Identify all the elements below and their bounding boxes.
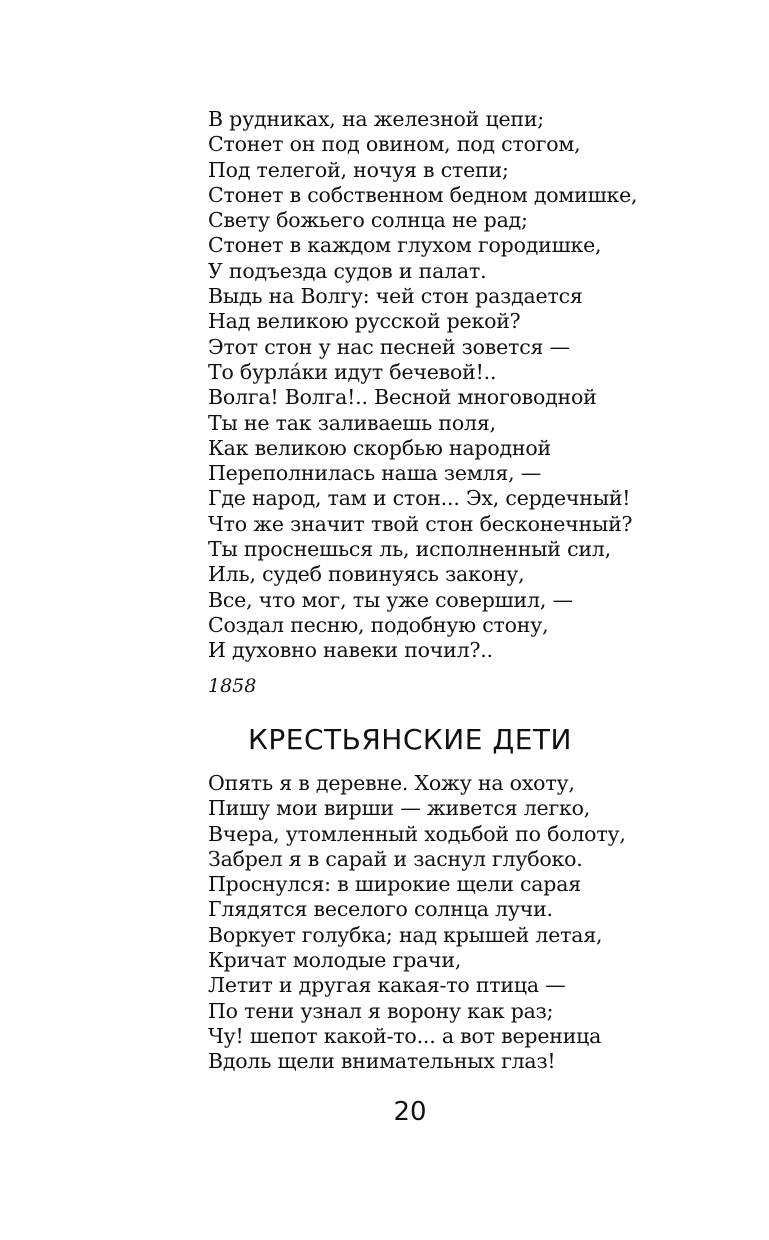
verse-line: Выдь на Волгу: чей стон раздается [208,284,583,309]
verse-line: То бурла́ки идут бечевой!.. [208,359,497,384]
verse-line: Воркует голубка; над крышей летая, [208,922,603,947]
verse-line: Ты проснешься ль, исполненный сил, [208,537,611,562]
verse-line: Как великою скорбью народной [208,435,551,460]
poem-opening-stanza [208,771,626,1075]
poem-ending-stanza [208,107,637,664]
verse-line: Проснулся: в широкие щели сарая [208,872,581,897]
poem-date: 1858 [208,675,257,697]
verse-line: Вчера, утомленный ходьбой по болоту, [208,821,626,846]
verse-line: Вдоль щели внимательных глаз! [208,1049,556,1074]
verse-line: Переполнилась наша земля, — [208,461,542,486]
verse-line: Кричат молодые грачи, [208,948,462,973]
verse-line: Стонет он под овином, под стогом, [208,132,581,157]
verse-line: По тени узнал я ворону как раз; [208,998,554,1023]
verse-line: Над великою русской рекой? [208,309,521,334]
verse-line: В рудниках, на железной цепи; [208,107,545,131]
verse-line: Создал песню, подобную стону, [208,612,549,637]
verse-line: Глядятся веселого солнца лучи. [208,897,553,922]
verse-line: Иль, судеб повинуясь закону, [208,562,525,587]
verse-line: Свету божьего солнца не рад; [208,208,528,233]
verse-line: У подъезда судов и палат. [208,258,487,283]
verse-line: Пишу мои вирши — живется легко, [208,796,591,821]
verse-line: Забрел я в сарай и заснул глубоко. [208,846,583,871]
verse-line: Все, что мог, ты уже совершил, — [208,587,573,612]
poem-title: КРЕСТЬЯНСКИЕ ДЕТИ [248,723,572,756]
verse-line: Под телегой, ночуя в степи; [208,157,509,182]
verse-line: Чу! шепот какой-то... а вот вереница [208,1023,602,1048]
verse-line: Что же значит твой стон бесконечный? [208,511,633,536]
page-number: 20 [393,1097,427,1127]
verse-line: Стонет в каждом глухом городишке, [208,233,602,258]
verse-line: И духовно навеки почил?.. [208,638,493,663]
verse-line: Этот стон у нас песней зовется — [208,334,570,359]
verse-line: Летит и другая какая-то птица — [208,973,566,998]
verse-line: Волга! Волга!.. Весной многоводной [208,385,597,410]
verse-line: Опять я в деревне. Хожу на охоту, [208,771,575,795]
verse-line: Где народ, там и стон... Эх, сердечный! [208,486,631,511]
verse-line: Стонет в собственном бедном домишке, [208,182,638,207]
verse-line: Ты не так заливаешь поля, [208,410,496,435]
